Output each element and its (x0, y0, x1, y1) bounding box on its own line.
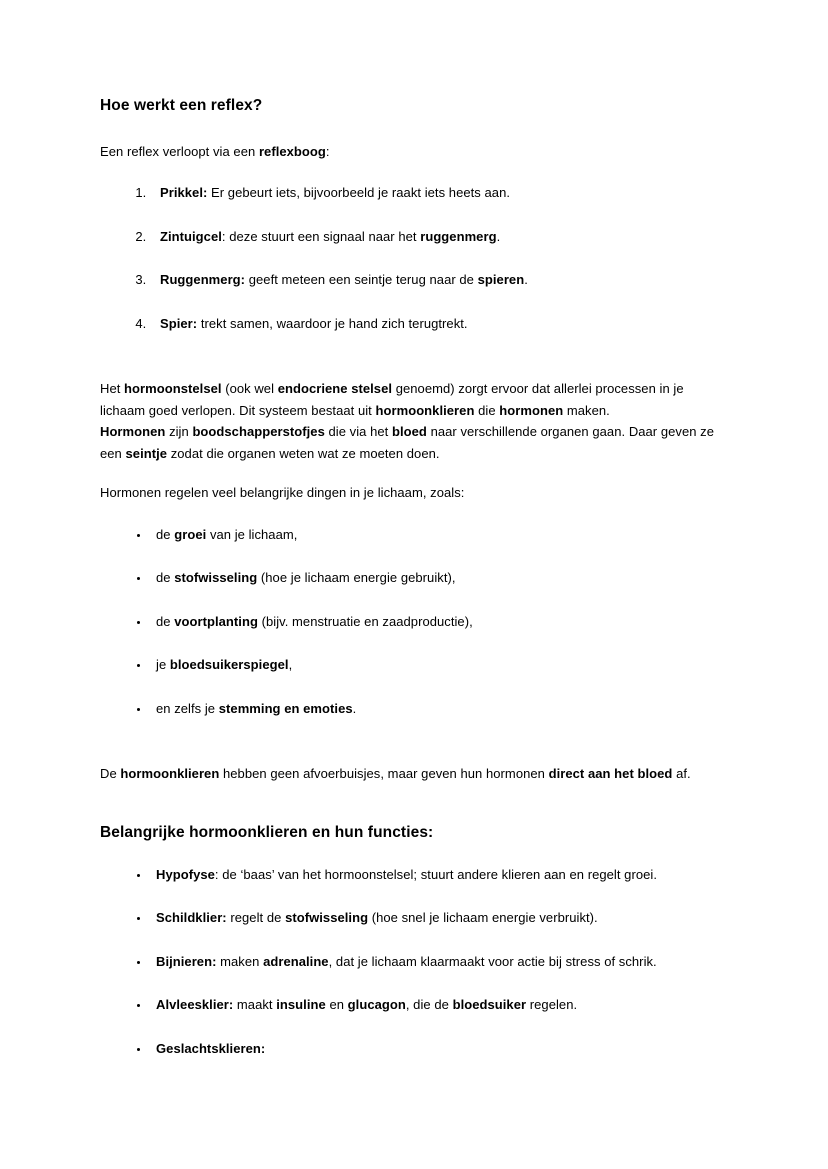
item-suffix: van je lichaam, (206, 526, 298, 542)
glands-no-ducts-paragraph (100, 763, 724, 785)
gland-text-a: maken (216, 953, 264, 969)
hp-bold-endocriene-stelsel: endocriene stelsel (277, 381, 393, 397)
hormone-functions-list (100, 524, 724, 720)
item-bold: stofwisseling (174, 570, 258, 586)
gland-bold-b: stofwisseling (285, 910, 369, 926)
gland-text-e: , die de (405, 997, 453, 1013)
list-item (150, 951, 724, 973)
hp-bold-hormonen: hormonen (499, 402, 564, 418)
step-term: Ruggenmerg: (160, 272, 246, 288)
gland-bold-d: glucagon (347, 997, 406, 1013)
gland-text-a: : de ‘baas’ van het hormoonstelsel; stuurt andere klieren aan en regelt groei. (214, 866, 657, 882)
item-prefix: je (156, 657, 170, 673)
item-suffix: . (352, 700, 357, 716)
hp-e: maken. (563, 402, 610, 418)
reflex-intro-prefix: Een reflex verloopt via een (100, 143, 259, 159)
item-bold: voortplanting (174, 613, 258, 629)
gland-term: Alvleesklier: (156, 997, 234, 1013)
hormone-functions-intro: Hormonen regelen veel belangrijke dingen in je lichaam, zoals: (100, 485, 465, 501)
section-heading-glands: Belangrijke hormoonklieren en hun functies: (100, 823, 434, 841)
step-term: Prikkel: (160, 185, 208, 201)
step-bold-b: spieren (477, 272, 525, 288)
list-item (150, 1038, 724, 1060)
gp-bold-hormoonklieren: hormoonklieren (120, 766, 220, 782)
step-text: Er gebeurt iets, bijvoorbeeld je raakt iets heets aan. (207, 185, 511, 201)
item-bold: groei (174, 526, 207, 542)
step-term: Zintuigcel (160, 228, 222, 244)
step-text-c: . (524, 272, 528, 288)
gland-term: Geslachtsklieren: (156, 1040, 266, 1056)
step-text-a: trekt samen, waardoor je hand zich terugtrekt. (197, 315, 468, 331)
hp-bold-hormonen-2: Hormonen (100, 424, 166, 440)
gp-b: hebben geen afvoerbuisjes, maar geven hun hormonen (219, 766, 549, 782)
reflex-intro-suffix: : (325, 143, 330, 159)
hp-g: die via het (324, 424, 392, 440)
hp-bold-bloed: bloed (392, 424, 427, 440)
hp-i: zodat die organen weten wat ze moeten doen. (167, 445, 440, 461)
list-item (150, 698, 724, 720)
step-text-c: . (496, 228, 501, 244)
item-prefix: de (156, 613, 175, 629)
list-item (150, 907, 724, 929)
hormone-system-paragraph (100, 378, 724, 464)
gland-text-c: (hoe snel je lichaam energie verbruikt). (368, 910, 598, 926)
reflex-intro-bold: reflexboog (258, 143, 326, 159)
reflex-steps-list (100, 182, 724, 334)
hp-h: naar verschillende organen gaan. Daar geven ze een (100, 424, 715, 461)
gp-bold-direct-aan-het-bloed: direct aan het bloed (548, 766, 673, 782)
list-item (150, 313, 724, 335)
list-item (150, 269, 724, 291)
hp-c: genoemd) zorgt ervoor dat allerlei processen in je lichaam goed verlopen. Dit systeem bestaat uit (100, 381, 684, 418)
item-bold: stemming en emoties (218, 700, 353, 716)
gp-a: De (100, 766, 121, 782)
list-item (150, 524, 724, 546)
glands-list (100, 864, 724, 1060)
list-item (150, 611, 724, 633)
gland-bold-f: bloedsuiker (452, 997, 527, 1013)
list-item (150, 864, 724, 886)
document-body (100, 96, 724, 1059)
hp-bold-hormoonklieren: hormoonklieren (375, 402, 475, 418)
gland-text-a: maakt (233, 997, 277, 1013)
item-prefix: en zelfs je (156, 700, 219, 716)
gland-bold-b: adrenaline (263, 953, 329, 969)
step-bold-b: ruggenmerg (420, 228, 497, 244)
hp-bold-seintje: seintje (125, 445, 168, 461)
item-prefix: de (156, 570, 175, 586)
gp-c: af. (672, 766, 691, 782)
hp-b: (ook wel (221, 381, 278, 397)
hp-bold-hormoonstelsel: hormoonstelsel (124, 381, 222, 397)
list-item (150, 226, 724, 248)
item-prefix: de (156, 526, 175, 542)
hp-f: zijn (165, 424, 193, 440)
hp-a: Het (100, 381, 125, 397)
gland-bold-b: insuline (276, 997, 326, 1013)
item-suffix: (bijv. menstruatie en zaadproductie), (257, 613, 473, 629)
list-item (150, 182, 724, 204)
gland-term: Bijnieren: (156, 953, 217, 969)
hp-d: die (474, 402, 500, 418)
step-term: Spier: (160, 315, 198, 331)
gland-text-c: en (325, 997, 348, 1013)
reflex-intro-paragraph (100, 141, 724, 163)
gland-text-c: , dat je lichaam klaarmaakt voor actie bij stress of schrik. (328, 953, 657, 969)
gland-text-g: regelen. (526, 997, 578, 1013)
page-title: Hoe werkt een reflex? (100, 97, 263, 114)
item-bold: bloedsuikerspiegel (169, 657, 289, 673)
list-item (150, 567, 724, 589)
gland-text-a: regelt de (226, 910, 286, 926)
list-item (150, 994, 724, 1016)
item-suffix: (hoe je lichaam energie gebruikt), (257, 570, 456, 586)
step-text-a: : deze stuurt een signaal naar het (221, 228, 421, 244)
gland-term: Hypofyse (156, 866, 215, 882)
list-item (150, 654, 724, 676)
hp-bold-boodschapperstofjes: boodschapperstofjes (192, 424, 325, 440)
step-text-a: geeft meteen een seintje terug naar de (245, 272, 478, 288)
gland-term: Schildklier: (156, 910, 227, 926)
item-suffix: , (288, 657, 293, 673)
